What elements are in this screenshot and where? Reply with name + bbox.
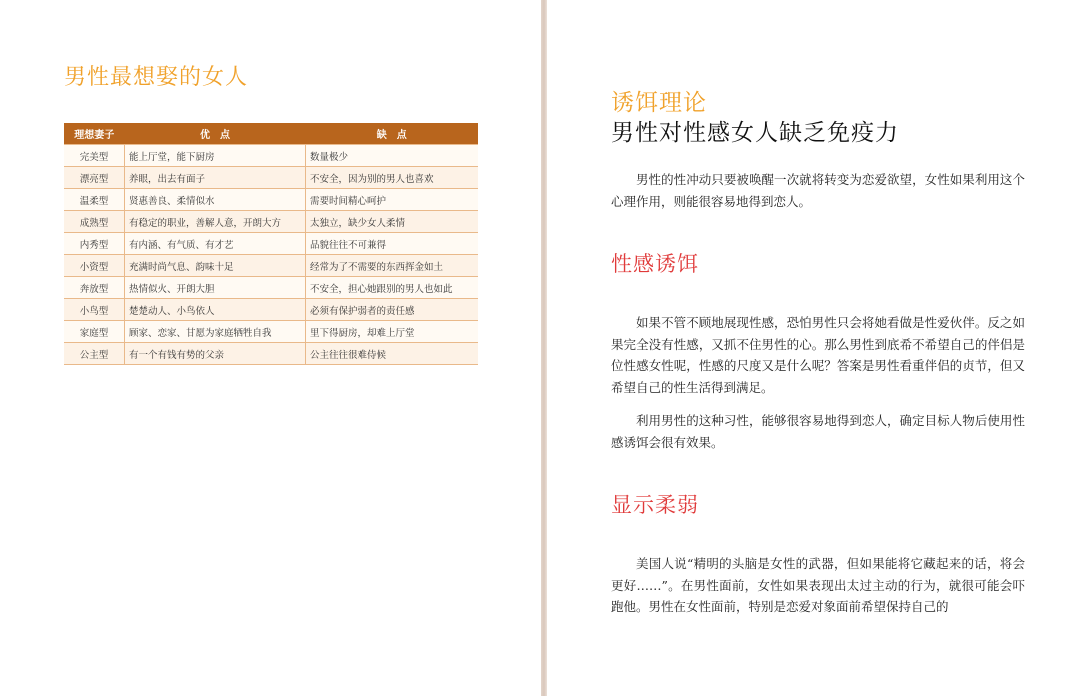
cons-cell: 必须有保护弱者的责任感 [306,299,479,321]
wife-type-cell: 完美型 [64,145,125,167]
table-row [64,321,478,343]
pros-cell: 热情似火、开朗大胆 [125,277,306,299]
table-header-row [64,123,478,145]
table-row [64,255,478,277]
cons-cell: 不安全，担心她跟别的男人也如此 [306,277,479,299]
body-paragraph: 如果不管不顾地展现性感，恐怕男性只会将她看做是性爱伙伴。反之如果完全没有性感，又抓不住男性的心。那么男性到底希不希望自己的伴侣是位性感女性呢，性感的尺度又是什么呢？答案是男性看重伴侣的贞节，但又希望自己的性生活得到满足。 [611,315,1025,395]
pros-cell: 能上厅堂，能下厨房 [125,145,306,167]
pros-cell: 养眼，出去有面子 [125,167,306,189]
cons-cell: 公主往往很难侍候 [306,343,479,365]
ideal-wife-table [64,123,478,365]
column-header: 理想妻子 [64,123,125,145]
pros-cell: 楚楚动人、小鸟依人 [125,299,306,321]
table-row [64,167,478,189]
wife-type-cell: 小鸟型 [64,299,125,321]
chapter-subtitle: 男性对性感女人缺乏免疫力 [611,120,899,146]
table-row [64,189,478,211]
cons-cell: 里下得厨房，却难上厅堂 [306,321,479,343]
wife-type-cell: 成熟型 [64,211,125,233]
cons-cell: 太独立，缺少女人柔情 [306,211,479,233]
pros-cell: 顾家、恋家、甘愿为家庭牺牲自我 [125,321,306,343]
table-row [64,277,478,299]
table-row [64,233,478,255]
left-page [0,0,541,696]
table-row [64,299,478,321]
wife-type-cell: 小资型 [64,255,125,277]
pros-cell: 充满时尚气息、韵味十足 [125,255,306,277]
section-title: 显示柔弱 [611,493,699,517]
wife-type-cell: 温柔型 [64,189,125,211]
cons-cell: 经常为了不需要的东西挥金如土 [306,255,479,277]
pros-cell: 有稳定的职业，善解人意，开朗大方 [125,211,306,233]
table-row [64,211,478,233]
table-row [64,145,478,167]
section-title: 性感诱饵 [611,252,699,276]
pros-cell: 有一个有钱有势的父亲 [125,343,306,365]
right-page [547,0,1088,696]
intro-paragraph: 男性的性冲动只要被唤醒一次就将转变为恋爱欲望，女性如果利用这个心理作用，则能很容易地得到恋人。 [611,172,1025,209]
pros-cell: 有内涵、有气质、有才艺 [125,233,306,255]
pros-cell: 贤惠善良、柔情似水 [125,189,306,211]
body-paragraph: 美国人说“精明的头脑是女性的武器，但如果能将它藏起来的话，将会更好……”。在男性面前，女性如果表现出太过主动的行为，就很可能会吓跑他。男性在女性面前，特别是恋爱对象面前希望保持自己的 [611,556,1025,614]
cons-cell: 不安全，因为别的男人也喜欢 [306,167,479,189]
wife-type-cell: 家庭型 [64,321,125,343]
theory-title: 诱饵理论 [611,90,707,116]
body-paragraph: 利用男性的这种习性，能够很容易地得到恋人，确定目标人物后使用性感诱饵会很有效果。 [611,413,1025,450]
table-row [64,343,478,365]
column-header: 缺 点 [306,123,479,145]
wife-type-cell: 公主型 [64,343,125,365]
cons-cell: 数量极少 [306,145,479,167]
wife-type-cell: 奔放型 [64,277,125,299]
cons-cell: 需要时间精心呵护 [306,189,479,211]
wife-type-cell: 内秀型 [64,233,125,255]
wife-type-cell: 漂亮型 [64,167,125,189]
left-page-title: 男性最想娶的女人 [64,65,249,90]
column-header: 优 点 [125,123,306,145]
cons-cell: 品貌往往不可兼得 [306,233,479,255]
